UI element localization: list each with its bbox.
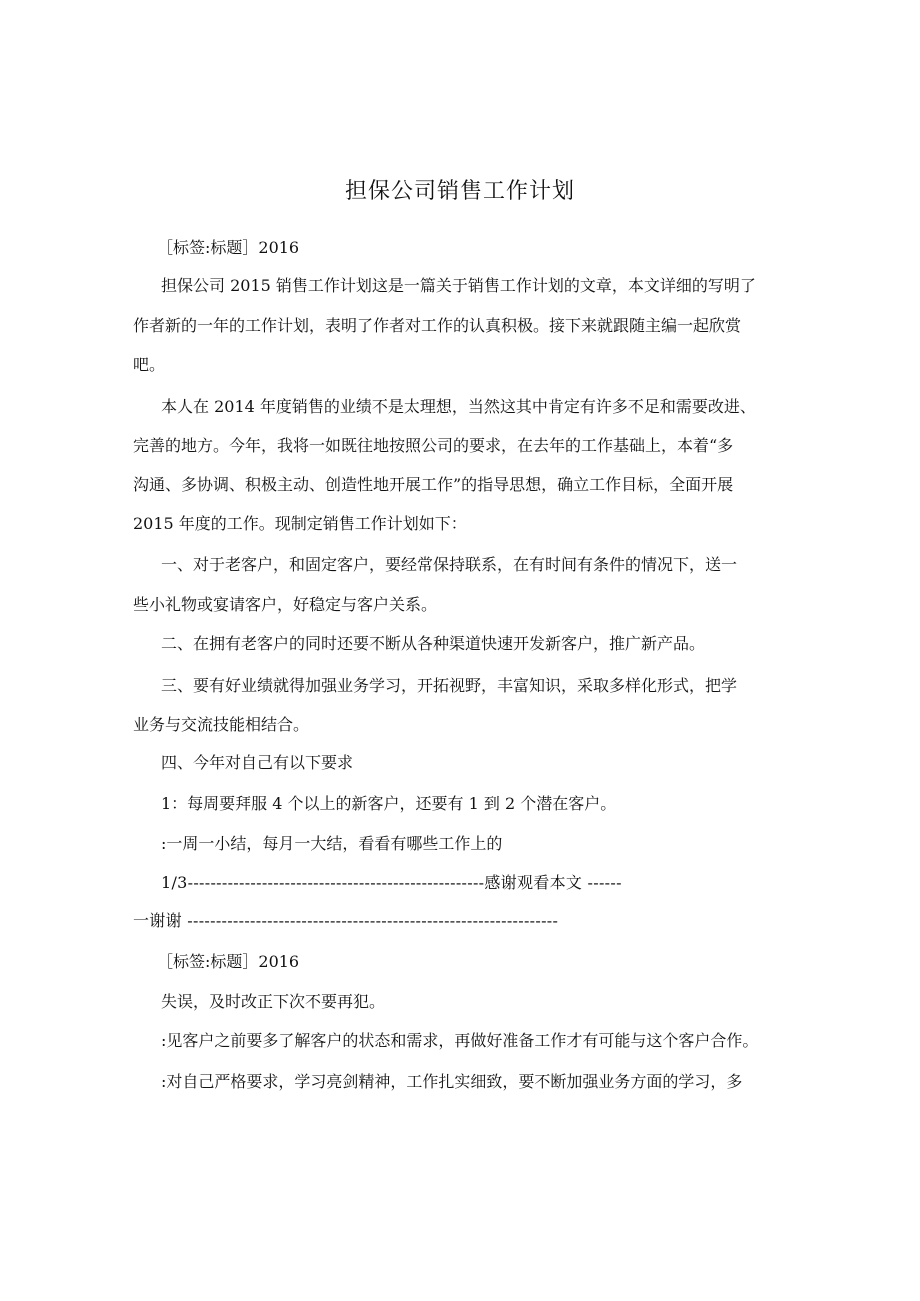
page-footer-line-cont: 一谢谢 -----------------------------------------------------------------	[133, 911, 559, 930]
list-item-three-cont: 业务与交流技能相结合。	[133, 715, 310, 734]
tag-line: ［标签:标题］2016	[157, 238, 300, 257]
list-item-four: 四、今年对自己有以下要求	[161, 753, 354, 772]
document-title: 担保公司销售工作计划	[344, 179, 575, 204]
body-paragraph-line: 本人在 2014 年度销售的业绩不是太理想，当然这其中肯定有许多不足和需要改进、	[161, 397, 756, 416]
requirement-two: :一周一小结，每月一大结，看看有哪些工作上的	[161, 834, 503, 853]
list-item-one-cont: 些小礼物或宴请客户，好稳定与客户关系。	[133, 595, 438, 614]
requirement-four: :对自己严格要求，学习亮剑精神，工作扎实细致，要不断加强业务方面的学习，多	[161, 1072, 743, 1091]
requirement-three: :见客户之前要多了解客户的状态和需求，再做好准备工作才有可能与这个客户合作。	[161, 1031, 759, 1050]
tag-line: ［标签:标题］2016	[157, 952, 300, 971]
intro-paragraph-line: 作者新的一年的工作计划，表明了作者对工作的认真积极。接下来就跟随主编一起欣赏	[133, 316, 742, 335]
list-item-two: 二、在拥有老客户的同时还要不断从各种渠道快速开发新客户，推广新产品。	[161, 634, 706, 653]
list-item-three: 三、要有好业绩就得加强业务学习，开拓视野，丰富知识，采取多样化形式，把学	[161, 676, 738, 695]
page-footer-line: 1/3----------------------------------------------------感谢观看本文 ------	[161, 873, 622, 892]
intro-paragraph-line: 担保公司 2015 销售工作计划这是一篇关于销售工作计划的文章，本文详细的写明了	[161, 276, 756, 295]
requirement-one: 1：每周要拜服 4 个以上的新客户，还要有 1 到 2 个潜在客户。	[161, 794, 617, 813]
body-paragraph-line: 失误，及时改正下次不要再犯。	[161, 992, 386, 1011]
body-paragraph-line: 沟通、多协调、积极主动、创造性地开展工作”的指导思想，确立工作目标，全面开展	[133, 475, 734, 494]
intro-paragraph-line: 吧。	[133, 355, 166, 374]
body-paragraph-line: 2015 年度的工作。现制定销售工作计划如下：	[133, 514, 467, 533]
body-paragraph-line: 完善的地方。今年，我将一如既往地按照公司的要求，在去年的工作基础上，本着“多	[133, 436, 734, 455]
list-item-one: 一、对于老客户，和固定客户，要经常保持联系，在有时间有条件的情况下，送一	[161, 555, 738, 574]
